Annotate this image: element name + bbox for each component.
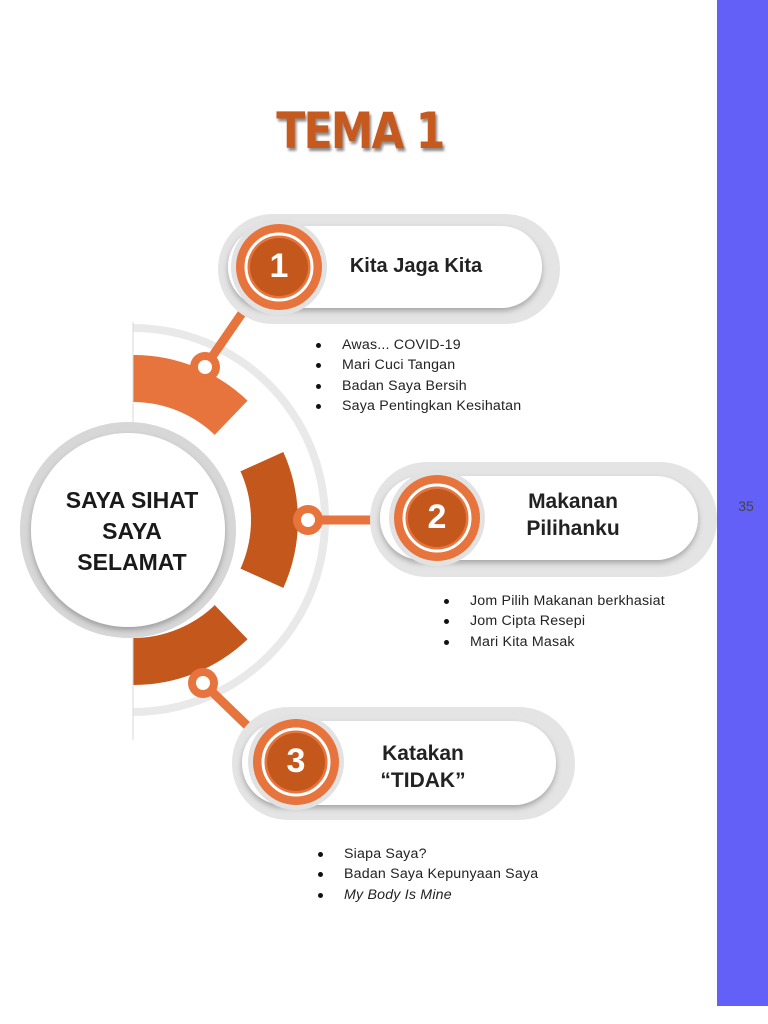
topic-3-number: 3 [286, 742, 306, 780]
topic-2-label [500, 488, 646, 542]
center-title-line: SAYA [102, 518, 162, 544]
page-title: TEMA 1 [276, 102, 444, 160]
connector-node-3 [188, 668, 218, 698]
topic-2-list [442, 591, 665, 652]
topic-1-label-line: Kita Jaga Kita [349, 255, 483, 277]
topic-1-number: 1 [269, 247, 289, 285]
list-item: Saya Pentingkan Kesihatan [314, 396, 521, 416]
connector-node-1 [190, 352, 220, 382]
topic-1-label [330, 255, 502, 278]
page-number: 35 [738, 498, 754, 514]
list-item: Badan Saya Bersih [314, 376, 521, 396]
topic-3-label-line: Katakan [382, 742, 464, 765]
list-item: Badan Saya Kepunyaan Saya [316, 864, 538, 884]
list-item: My Body Is Mine [316, 885, 538, 905]
connector-node-2 [293, 505, 323, 535]
list-item: Siapa Saya? [316, 844, 538, 864]
topic-2-number: 2 [427, 498, 447, 536]
list-item: Awas... COVID-19 [314, 335, 521, 355]
list-item: Jom Cipta Resepi [442, 611, 665, 631]
list-item: Mari Kita Masak [442, 632, 665, 652]
list-item: Mari Cuci Tangan [314, 355, 521, 375]
center-title-line: SAYA SIHAT [65, 487, 199, 513]
topic-1-list [314, 335, 521, 417]
center-title [42, 485, 222, 578]
list-item: Jom Pilih Makanan berkhasiat [442, 591, 665, 611]
topic-2-label-line: Pilihanku [526, 517, 620, 540]
topic-2-label-line: Makanan [528, 490, 618, 513]
center-title-line: SELAMAT [77, 549, 187, 575]
topic-3-label [352, 740, 494, 794]
topic-3-list [316, 844, 538, 905]
topic-3-label-line: “TIDAK” [380, 769, 466, 792]
